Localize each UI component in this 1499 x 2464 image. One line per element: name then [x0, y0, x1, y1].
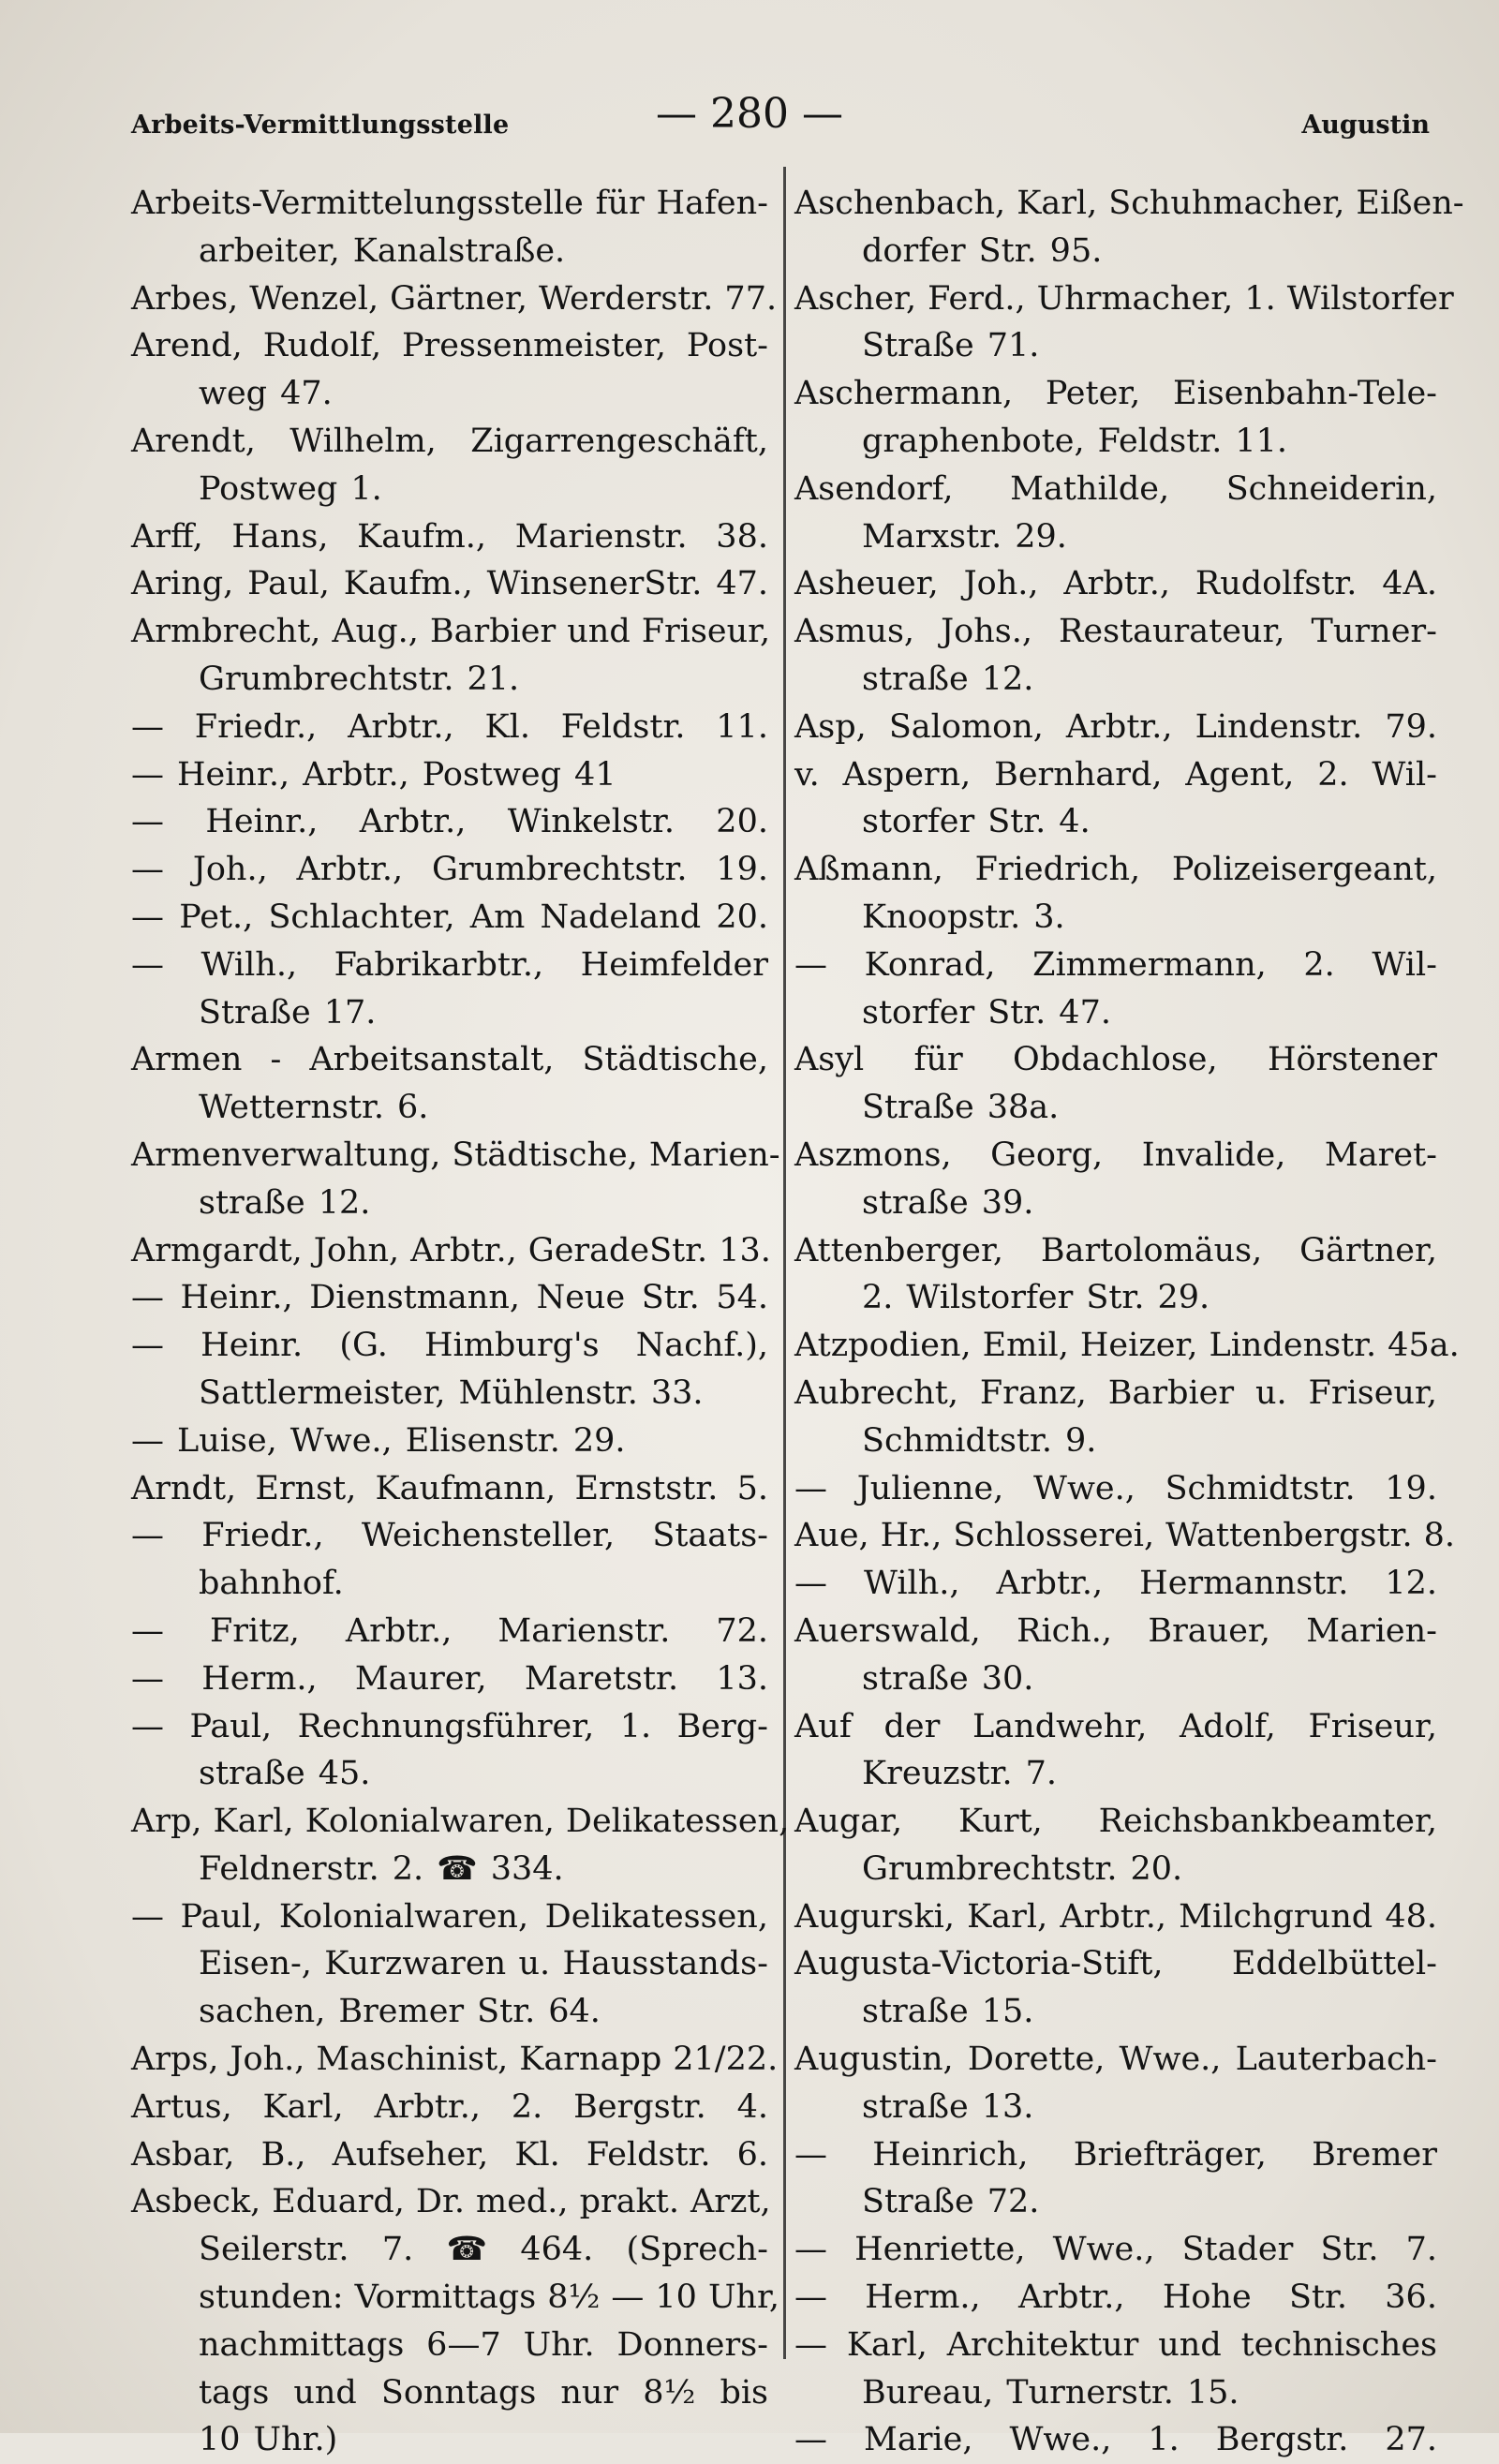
directory-entry: [794, 1322, 1460, 1370]
entry-continuation-line: storfer Str. 4.: [862, 803, 1091, 841]
entry-line: Aschermann, Peter, Eisenbahn-Tele-: [794, 375, 1437, 413]
entry-line: — Fritz, Arbtr., Marienstr. 72.: [131, 1611, 768, 1650]
entry-line: — Heinr. (G. Himburg's Nachf.),: [131, 1327, 768, 1365]
entry-line: Ascher, Ferd., Uhrmacher, 1. Wilstorfer: [794, 279, 1454, 318]
entry-line: — Friedr., Arbtr., Kl. Feldstr. 11.: [131, 707, 768, 746]
entry-line: — Friedr., Weichensteller, Staats-: [131, 1517, 768, 1555]
directory-entry: [794, 1370, 1437, 1465]
directory-entry: [131, 2131, 768, 2179]
entry-line: — Herm., Arbtr., Hohe Str. 36.: [794, 2278, 1437, 2317]
directory-entry: [131, 418, 768, 513]
entry-line: — Pet., Schlachter, Am Nadeland 20.: [131, 898, 768, 936]
directory-entry: [794, 370, 1437, 466]
entry-continuation-line: 2. Wilstorfer Str. 29.: [862, 1279, 1210, 1317]
entry-continuation-line: Straße 38a.: [862, 1089, 1060, 1127]
entry-continuation-line: Grumbrechtstr. 21.: [199, 660, 520, 698]
entry-continuation-line: 10 Uhr.): [199, 2421, 338, 2459]
directory-entry: [794, 1227, 1437, 1323]
entry-continuation-line: straße 15.: [862, 1993, 1034, 2031]
right-column: [794, 180, 1464, 2464]
page-header: [0, 82, 1499, 148]
directory-entry: [794, 1560, 1437, 1608]
entry-line: — Wilh., Arbtr., Hermannstr. 12.: [794, 1565, 1437, 1603]
directory-entry: [794, 2036, 1437, 2131]
directory-entry: [794, 942, 1437, 1037]
entry-line: Asp, Salomon, Arbtr., Lindenstr. 79.: [794, 707, 1437, 746]
entry-line: — Henriette, Wwe., Stader Str. 7.: [794, 2231, 1437, 2269]
directory-entry: [131, 894, 768, 942]
entry-line: Armen - Arbeitsanstalt, Städtische,: [131, 1041, 768, 1079]
entry-line: v. Aspern, Bernhard, Agent, 2. Wil-: [794, 755, 1437, 794]
entry-line: Arp, Karl, Kolonialwaren, Delikatessen,: [131, 1803, 790, 1841]
entry-line: Arff, Hans, Kaufm., Marienstr. 38.: [131, 517, 768, 556]
directory-entry: [131, 608, 771, 704]
entry-line: — Paul, Kolonialwaren, Delikatessen,: [131, 1897, 768, 1936]
directory-entry: [794, 751, 1437, 847]
header-left-keyword: Arbeits-Vermittlungsstelle: [131, 111, 510, 140]
entry-continuation-line: graphenbote, Feldstr. 11.: [862, 422, 1287, 460]
entry-line: Atzpodien, Emil, Heizer, Lindenstr. 45a.: [794, 1327, 1460, 1365]
entry-continuation-line: nachmittags 6—7 Uhr. Donners-: [199, 2325, 768, 2364]
entry-line: Arend, Rudolf, Pressenmeister, Post-: [131, 327, 768, 365]
entry-continuation-line: straße 30.: [862, 1659, 1034, 1698]
entry-line: Armgardt, John, Arbtr., GeradeStr. 13.: [131, 1231, 771, 1269]
directory-entry: [794, 608, 1437, 704]
entry-continuation-line: Kreuzstr. 7.: [862, 1755, 1058, 1793]
entry-continuation-line: straße 12.: [199, 1183, 371, 1222]
entry-line: — Heinr., Dienstmann, Neue Str. 54.: [131, 1279, 768, 1317]
entry-line: Augustin, Dorette, Wwe., Lauterbach-: [794, 2041, 1437, 2079]
directory-entry: [131, 560, 768, 608]
entry-line: Asyl für Obdachlose, Hörstener: [794, 1041, 1437, 1079]
directory-entry: [131, 942, 768, 1037]
directory-entry: [794, 2322, 1437, 2417]
entry-line: Arndt, Ernst, Kaufmann, Ernststr. 5.: [131, 1469, 768, 1507]
directory-entry: [794, 2226, 1437, 2274]
directory-entry: [794, 560, 1437, 608]
directory-entry: [794, 2131, 1437, 2227]
directory-entry: [794, 1893, 1437, 1941]
directory-entry: [131, 2084, 768, 2131]
column-divider: [783, 167, 786, 2359]
directory-entry: [794, 1036, 1437, 1132]
entry-continuation-line: Straße 71.: [862, 327, 1040, 365]
directory-entry: [131, 1893, 768, 2036]
entry-continuation-line: Feldnerstr. 2. ☎ 334.: [199, 1849, 564, 1888]
directory-entry: [131, 1418, 768, 1465]
entry-line: — Joh., Arbtr., Grumbrechtstr. 19.: [131, 851, 768, 889]
entry-continuation-line: Straße 17.: [199, 993, 377, 1032]
entry-line: Asendorf, Mathilde, Schneiderin,: [794, 469, 1437, 508]
directory-entry: [131, 751, 768, 799]
directory-entry: [131, 1322, 768, 1418]
entry-line: Aue, Hr., Schlosserei, Wattenbergstr. 8.: [794, 1517, 1456, 1555]
entry-line: Arendt, Wilhelm, Zigarrengeschäft,: [131, 422, 768, 460]
directory-entry: [131, 2036, 779, 2084]
entry-line: Augusta-Victoria-Stift, Eddelbüttel-: [794, 1945, 1437, 1983]
entry-line: — Julienne, Wwe., Schmidtstr. 19.: [794, 1469, 1437, 1507]
directory-entry: [131, 1608, 768, 1655]
directory-entry: [794, 1608, 1437, 1703]
entry-continuation-line: Postweg 1.: [199, 469, 382, 508]
directory-entry: [794, 275, 1454, 371]
left-column: [131, 180, 790, 2464]
entry-continuation-line: Knoopstr. 3.: [862, 898, 1065, 936]
entry-line: Auf der Landwehr, Adolf, Friseur,: [794, 1707, 1437, 1745]
directory-entry: [131, 846, 768, 894]
directory-entry: [794, 704, 1437, 751]
entry-line: Arps, Joh., Maschinist, Karnapp 21/22.: [131, 2041, 779, 2079]
entry-line: — Konrad, Zimmermann, 2. Wil-: [794, 945, 1437, 984]
directory-entry: [131, 1512, 768, 1608]
entry-line: Aschenbach, Karl, Schuhmacher, Eißen-: [794, 185, 1464, 222]
entry-continuation-line: Eisen-, Kurzwaren u. Hausstands-: [199, 1945, 768, 1983]
directory-entry: [131, 2178, 779, 2464]
directory-entry: [794, 1940, 1437, 2036]
directory-entry: [131, 1465, 768, 1513]
entry-line: — Heinr., Arbtr., Postweg 41: [131, 755, 616, 794]
directory-entry: [131, 322, 768, 418]
header-right-keyword: Augustin: [1301, 111, 1430, 140]
directory-entry: [131, 513, 768, 561]
directory-entry: [131, 1655, 768, 1703]
directory-entry: [794, 1798, 1437, 1893]
entry-continuation-line: storfer Str. 47.: [862, 993, 1111, 1032]
entry-line: Auerswald, Rich., Brauer, Marien-: [794, 1611, 1437, 1650]
entry-continuation-line: Bureau, Turnerstr. 15.: [862, 2373, 1239, 2412]
directory-entry: [794, 2274, 1437, 2322]
entry-continuation-line: Schmidtstr. 9.: [862, 1421, 1097, 1460]
entry-continuation-line: sachen, Bremer Str. 64.: [199, 1993, 601, 2031]
entry-continuation-line: Sattlermeister, Mühlenstr. 33.: [199, 1373, 704, 1412]
entry-continuation-line: arbeiter, Kanalstraße.: [199, 231, 566, 270]
entry-line: — Paul, Rechnungsführer, 1. Berg-: [131, 1707, 768, 1745]
entry-line: Asheuer, Joh., Arbtr., Rudolfstr. 4A.: [794, 565, 1437, 603]
entry-line: — Heinr., Arbtr., Winkelstr. 20.: [131, 803, 768, 841]
entry-continuation-line: tags und Sonntags nur 8½ bis: [199, 2373, 768, 2412]
entry-line: Asmus, Johs., Restaurateur, Turner-: [794, 613, 1437, 651]
entry-line: — Karl, Architektur und technisches: [794, 2325, 1437, 2364]
entry-line: — Herm., Maurer, Maretstr. 13.: [131, 1659, 768, 1698]
entry-line: Artus, Karl, Arbtr., 2. Bergstr. 4.: [131, 2087, 768, 2126]
directory-entry: [794, 846, 1437, 942]
entry-line: Attenberger, Bartolomäus, Gärtner,: [794, 1231, 1437, 1269]
entry-line: Aubrecht, Franz, Barbier u. Friseur,: [794, 1373, 1437, 1412]
directory-entry: [131, 275, 778, 323]
entry-continuation-line: weg 47.: [199, 375, 333, 413]
entry-continuation-line: straße 45.: [199, 1755, 371, 1793]
directory-entry: [131, 1132, 780, 1227]
page-number: — 280 —: [656, 90, 843, 138]
directory-entry: [131, 798, 768, 846]
entry-continuation-line: straße 13.: [862, 2087, 1034, 2126]
directory-entry: [131, 1227, 771, 1275]
directory-entry: [794, 1512, 1456, 1560]
entry-continuation-line: Wetternstr. 6.: [199, 1089, 429, 1127]
entry-continuation-line: Marxstr. 29.: [862, 517, 1067, 556]
entry-continuation-line: Straße 72.: [862, 2183, 1040, 2221]
entry-continuation-line: straße 39.: [862, 1183, 1034, 1222]
entry-line: Augar, Kurt, Reichsbankbeamter,: [794, 1803, 1437, 1841]
directory-entry: [794, 2416, 1437, 2464]
entry-continuation-line: straße 12.: [862, 660, 1034, 698]
directory-entry: [794, 1132, 1437, 1227]
directory-entry: [131, 180, 768, 275]
entry-continuation-line: Grumbrechtstr. 20.: [862, 1849, 1183, 1888]
directory-entry: [794, 1703, 1437, 1799]
directory-entry: [794, 1465, 1437, 1513]
entry-line: Armbrecht, Aug., Barbier und Friseur,: [131, 613, 771, 651]
entry-line: Asbar, B., Aufseher, Kl. Feldstr. 6.: [131, 2135, 768, 2174]
directory-entry: [131, 1798, 790, 1893]
entry-line: Asbeck, Eduard, Dr. med., prakt. Arzt,: [131, 2183, 771, 2221]
entry-line: Aszmons, Georg, Invalide, Maret-: [794, 1136, 1437, 1174]
entry-line: Arbes, Wenzel, Gärtner, Werderstr. 77.: [131, 279, 778, 318]
directory-entry: [131, 704, 768, 751]
directory-entry: [131, 1036, 768, 1132]
entry-line: — Heinrich, Briefträger, Bremer: [794, 2135, 1437, 2174]
directory-entry: [794, 180, 1464, 275]
entry-line: — Wilh., Fabrikarbtr., Heimfelder: [131, 945, 768, 984]
entry-continuation-line: stunden: Vormittags 8½ — 10 Uhr,: [199, 2278, 779, 2317]
entry-line: Aßmann, Friedrich, Polizeisergeant,: [794, 851, 1437, 889]
directory-entry: [794, 466, 1437, 561]
directory-entry: [131, 1703, 768, 1799]
entry-continuation-line: Seilerstr. 7. ☎ 464. (Sprech-: [199, 2231, 768, 2269]
entry-line: Armenverwaltung, Städtische, Marien-: [131, 1136, 780, 1174]
entry-line: — Marie, Wwe., 1. Bergstr. 27.: [794, 2421, 1437, 2459]
entry-continuation-line: dorfer Str. 95.: [862, 231, 1103, 270]
entry-continuation-line: bahnhof.: [199, 1565, 344, 1603]
entry-line: — Luise, Wwe., Elisenstr. 29.: [131, 1421, 626, 1460]
directory-entry: [131, 1274, 768, 1322]
entry-line: Arbeits-Vermittelungsstelle für Hafen-: [131, 185, 768, 222]
entry-line: Aring, Paul, Kaufm., WinsenerStr. 47.: [131, 565, 768, 603]
entry-line: Augurski, Karl, Arbtr., Milchgrund 48.: [794, 1897, 1437, 1936]
